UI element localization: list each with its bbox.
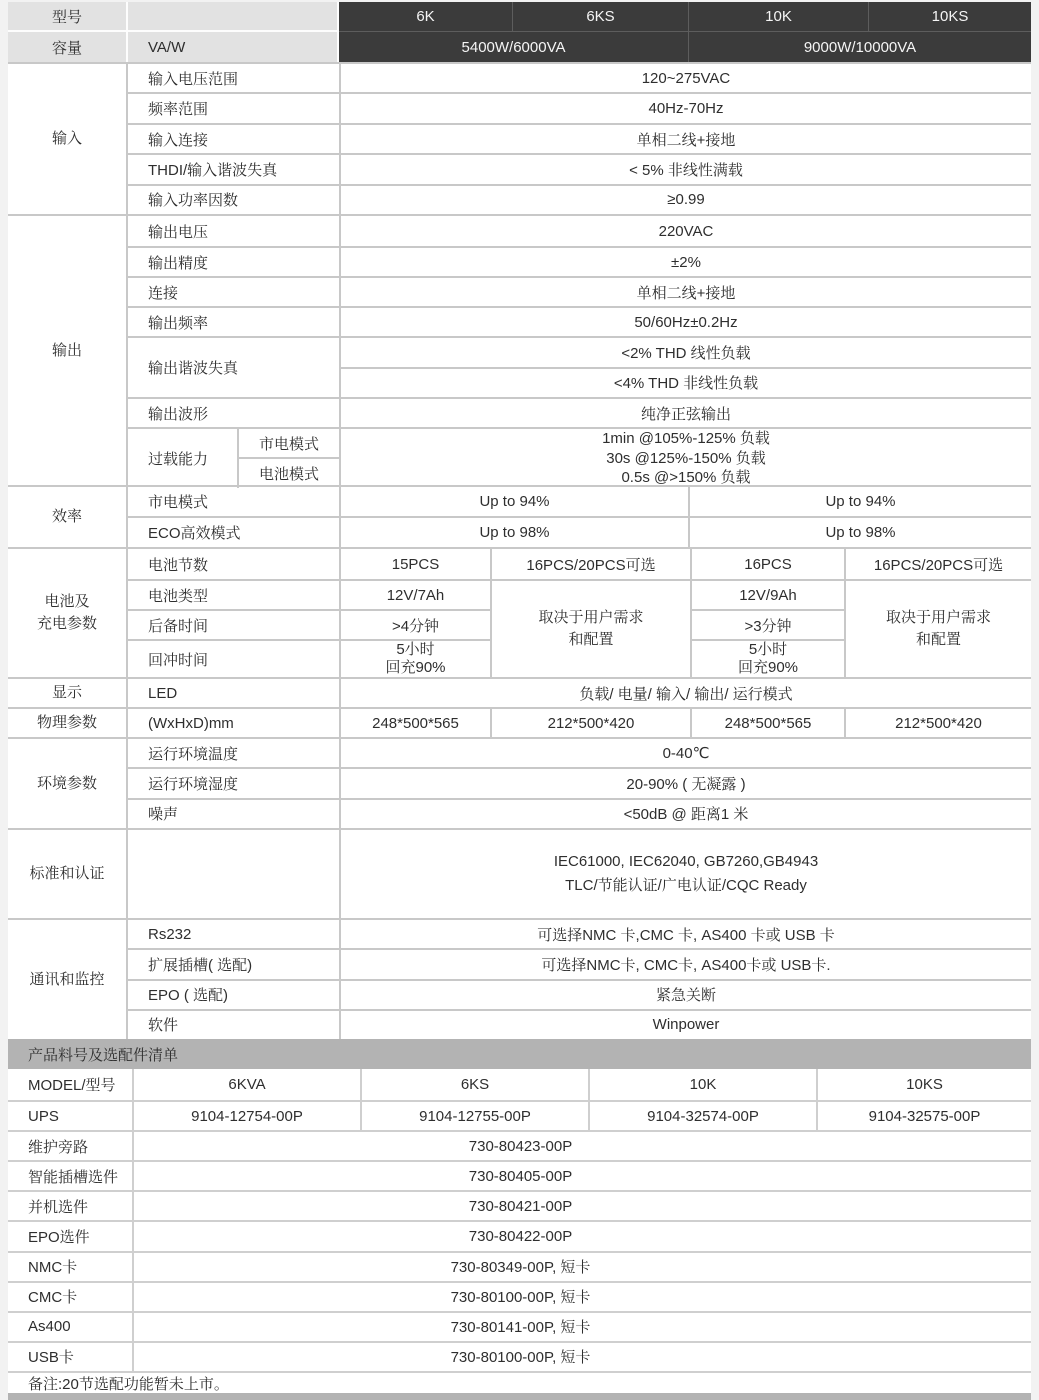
spec-row-value: 单相二线+接地 [339, 278, 1031, 306]
spec-row [128, 739, 1031, 767]
spec-row-label: 市电模式 [148, 494, 209, 511]
spec-row-label: 电池类型 [128, 579, 339, 609]
parts-row-value: 730-80141-00P, 短卡 [132, 1313, 1031, 1341]
section-title: 输出 [8, 216, 128, 485]
spec-row-label: ECO高效模式 [148, 525, 241, 542]
spec-row [128, 306, 1031, 336]
spec-row-value: 可选择NMC卡, CMC卡, AS400卡或 USB卡. [339, 950, 1031, 978]
spec-row-value: Winpower [339, 1011, 1031, 1039]
parts-ups-6kva: 9104-12754-00P [132, 1102, 360, 1130]
spec-row-label: 过载能力 [148, 450, 209, 468]
battery-pcs-6ks: 16PCS/20PCS可选 [490, 549, 690, 579]
spec-row-value: 紧急关断 [339, 981, 1031, 1009]
section-efficiency [8, 485, 1031, 547]
battery-recharge-6k [339, 639, 490, 677]
spec-row [128, 184, 1031, 214]
battery-recharge-10k [690, 639, 844, 677]
spec-row [128, 276, 1031, 306]
spec-row-label: 频率范围 [148, 101, 209, 119]
spec-row [128, 397, 1031, 427]
spec-row-value: 单相二线+接地 [339, 125, 1031, 153]
physical-10ks: 212*500*420 [844, 709, 1031, 737]
spec-row [128, 948, 1031, 978]
parts-ups-6ks: 9104-12755-00P [360, 1102, 588, 1130]
battery-pcs-10ks: 16PCS/20PCS可选 [844, 549, 1031, 579]
parts-model-10k: 10K [588, 1069, 816, 1100]
spec-row-value: 0-40℃ [339, 739, 1031, 767]
section-physical [8, 707, 1031, 737]
physical-6k: 248*500*565 [339, 709, 490, 737]
section-input [8, 62, 1031, 214]
efficiency-10k-10ks: Up to 94% [688, 487, 1031, 516]
spec-row [128, 920, 1031, 948]
physical-6ks: 212*500*420 [490, 709, 690, 737]
footer-strip [8, 1393, 1031, 1400]
spec-row-label: 输入电压范围 [148, 70, 239, 88]
section-standards [8, 828, 1031, 918]
parts-ups-row [8, 1100, 1031, 1130]
overload-line: 0.5s @>150% 负载 [621, 469, 751, 486]
parts-row-label: USB卡 [28, 1349, 74, 1367]
spec-row [128, 92, 1031, 122]
spec-row-label: 软件 [148, 1017, 179, 1035]
spec-row-label: 输入连接 [148, 131, 209, 149]
spec-row [128, 246, 1031, 276]
section-title [8, 549, 128, 677]
spec-row-harmonic [128, 336, 1031, 397]
spec-row-value [339, 429, 1031, 488]
spec-row-label: (WxHxD)mm [148, 714, 234, 732]
spec-table [8, 2, 1031, 1400]
model-10k: 10K [688, 2, 868, 32]
spec-row [128, 516, 1031, 547]
spec-row-label: 扩展插槽( 选配) [148, 956, 253, 974]
spec-row [128, 64, 1031, 92]
battery-type-6k: 12V/7Ah [339, 579, 490, 609]
parts-row-label: 智能插槽选件 [28, 1168, 119, 1186]
capacity-10k-10ks: 9000W/10000VA [688, 32, 1031, 62]
spec-row [128, 487, 1031, 516]
depends-line: 和配置 [915, 631, 961, 648]
parts-option-rows [8, 1130, 1031, 1371]
section-title: 输入 [8, 64, 128, 214]
parts-row [8, 1311, 1031, 1341]
parts-row-value: 730-80423-00P [132, 1132, 1031, 1160]
spec-row-value: 50/60Hz±0.2Hz [339, 308, 1031, 336]
standards-empty-cell [128, 830, 339, 918]
section-title: 环境参数 [8, 739, 128, 828]
standards-line: IEC61000, IEC62040, GB7260,GB4943 [553, 853, 819, 870]
recharge-line: 5小时 [396, 641, 435, 658]
spec-row-value: 纯净正弦输出 [339, 399, 1031, 427]
depends-line: 取决于用户需求 [885, 609, 991, 626]
spec-row-label: 运行环境温度 [148, 745, 239, 763]
spec-row-value: 40Hz-70Hz [339, 94, 1031, 122]
parts-row-label: NMC卡 [28, 1259, 78, 1277]
spec-row-value: <50dB @ 距离1 米 [339, 800, 1031, 828]
spec-row-value: ±2% [339, 248, 1031, 276]
spec-row-label: 噪声 [148, 806, 179, 824]
spec-row-label: THDI/输入谐波失真 [148, 161, 278, 179]
spec-row-value: 220VAC [339, 216, 1031, 246]
spec-row-overload [128, 427, 1031, 488]
spec-row-value: 负载/ 电量/ 输入/ 输出/ 运行模式 [339, 679, 1031, 707]
spec-row-value: 120~275VAC [339, 64, 1031, 92]
spec-row-label: EPO ( 选配) [148, 987, 229, 1005]
spec-row-label: 输出谐波失真 [148, 360, 239, 377]
spec-row-value: < 5% 非线性满载 [339, 155, 1031, 183]
section-title-line: 电池及 [44, 593, 90, 610]
parts-model-6kva: 6KVA [132, 1069, 360, 1100]
spec-row-value: <4% THD 非线性负载 [341, 367, 1031, 398]
parts-model-row [8, 1069, 1031, 1100]
spec-row-value: <2% THD 线性负载 [621, 344, 751, 362]
model-header-row [8, 2, 1031, 32]
parts-row [8, 1190, 1031, 1220]
spec-row-label: LED [148, 684, 178, 702]
section-title: 通讯和监控 [8, 920, 128, 1039]
model-header-label: 型号 [8, 2, 128, 32]
battery-type-10k: 12V/9Ah [690, 579, 844, 609]
spec-row-value: ≥0.99 [339, 186, 1031, 214]
spec-row-label: 运行环境湿度 [148, 775, 239, 793]
parts-row [8, 1341, 1031, 1371]
section-title: 效率 [8, 487, 128, 547]
battery-depends-6ks [490, 579, 690, 677]
overload-line: 30s @125%-150% 负载 [606, 449, 766, 467]
battery-depends-10ks [844, 579, 1031, 677]
parts-row-label: MODEL/型号 [28, 1077, 116, 1094]
parts-row [8, 1160, 1031, 1190]
spec-row-label: 输出频率 [148, 314, 209, 332]
spec-row-label: 电池节数 [148, 556, 209, 574]
parts-row-label: EPO选件 [28, 1228, 90, 1246]
capacity-header-row [8, 32, 1031, 62]
depends-line: 取决于用户需求 [538, 609, 644, 626]
parts-row-value: 730-80405-00P [132, 1162, 1031, 1190]
depends-line: 和配置 [568, 631, 614, 648]
spec-row-label: 输出波形 [148, 405, 209, 423]
spec-row-label: 输出精度 [148, 254, 209, 272]
parts-row-label: CMC卡 [28, 1289, 78, 1307]
parts-row-label: 维护旁路 [28, 1138, 89, 1156]
parts-row-value: 730-80422-00P [132, 1222, 1031, 1250]
recharge-line: 5小时 [748, 641, 788, 658]
parts-row-value: 730-80100-00P, 短卡 [132, 1283, 1031, 1311]
recharge-line: 回充90% [385, 659, 446, 676]
section-title: 标准和认证 [8, 830, 128, 918]
parts-model-10ks: 10KS [816, 1069, 1031, 1100]
spec-row-value [339, 830, 1031, 918]
parts-model-6ks: 6KS [360, 1069, 588, 1100]
battery-pcs-6k: 15PCS [339, 549, 490, 579]
overload-mode: 电池模式 [239, 457, 339, 487]
physical-10k: 248*500*565 [690, 709, 844, 737]
parts-row [8, 1251, 1031, 1281]
spec-row-value: 可选择NMC 卡,CMC 卡, AS400 卡或 USB 卡 [339, 920, 1031, 948]
spec-row-value: 20-90% ( 无凝露 ) [339, 769, 1031, 797]
parts-row [8, 1220, 1031, 1250]
parts-row-label: As400 [28, 1318, 71, 1336]
spec-row-label: 连接 [148, 284, 179, 302]
section-output [8, 214, 1031, 485]
efficiency-10k-10ks: Up to 98% [688, 518, 1031, 547]
spec-row [128, 153, 1031, 183]
overload-modes [237, 429, 339, 488]
spec-row [128, 798, 1031, 828]
spec-row [128, 123, 1031, 153]
overload-line: 1min @105%-125% 负载 [602, 430, 770, 447]
battery-backup-6k: >4分钟 [339, 609, 490, 639]
model-6k: 6K [339, 2, 512, 32]
parts-ups-10ks: 9104-32575-00P [816, 1102, 1031, 1130]
model-header-empty-cell [128, 2, 339, 32]
spec-row-label: 输出电压 [148, 223, 209, 241]
battery-backup-10k: >3分钟 [690, 609, 844, 639]
efficiency-6k-6ks: Up to 98% [339, 518, 688, 547]
spec-row-label: 输入功率因数 [148, 192, 239, 210]
spec-row [128, 679, 1031, 707]
section-title-line: 充电参数 [36, 615, 97, 632]
spec-row-label: 后备时间 [128, 609, 339, 639]
parts-row-value: 730-80100-00P, 短卡 [132, 1343, 1031, 1371]
section-environment [8, 737, 1031, 828]
overload-mode: 市电模式 [258, 435, 319, 453]
section-title: 物理参数 [8, 709, 128, 737]
efficiency-6k-6ks: Up to 94% [339, 487, 688, 516]
spec-row [128, 709, 1031, 737]
parts-banner: 产品料号及选配件清单 [8, 1039, 1031, 1069]
parts-row-value: 730-80349-00P, 短卡 [132, 1253, 1031, 1281]
spec-row [128, 1009, 1031, 1039]
model-10ks: 10KS [868, 2, 1031, 32]
parts-row-label: 并机选件 [28, 1198, 89, 1216]
battery-pcs-10k: 16PCS [690, 549, 844, 579]
parts-ups-10k: 9104-32574-00P [588, 1102, 816, 1130]
spec-row [128, 216, 1031, 246]
section-communication [8, 918, 1031, 1039]
capacity-header-label: 容量 [8, 32, 128, 62]
recharge-line: 回充90% [737, 659, 799, 676]
section-title: 显示 [8, 679, 128, 707]
capacity-6k-6ks: 5400W/6000VA [339, 32, 688, 62]
parts-row [8, 1130, 1031, 1160]
parts-row-label: UPS [28, 1107, 59, 1125]
spec-row [128, 979, 1031, 1009]
spec-row-label: Rs232 [148, 925, 192, 943]
spec-row-label: 回冲时间 [128, 639, 339, 677]
capacity-unit-cell: VA/W [128, 32, 339, 62]
section-battery [8, 547, 1031, 677]
standards-line: TLC/节能认证/广电认证/CQC Ready [565, 877, 807, 894]
parts-row-value: 730-80421-00P [132, 1192, 1031, 1220]
note-row: 备注:20节选配功能暂未上市。 [8, 1371, 1031, 1393]
parts-row [8, 1281, 1031, 1311]
model-6ks: 6KS [512, 2, 688, 32]
spec-row [128, 830, 1031, 918]
section-display [8, 677, 1031, 707]
spec-row [128, 767, 1031, 797]
